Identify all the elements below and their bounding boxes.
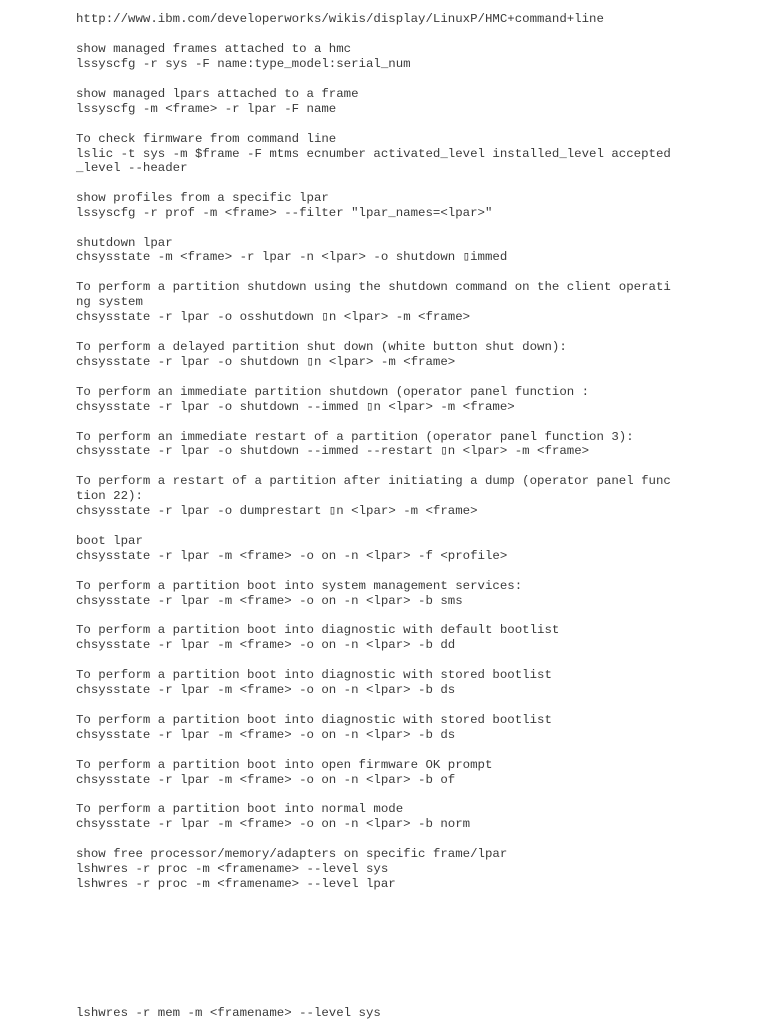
section-title: shutdown lpar (76, 236, 173, 250)
command-line: chsysstate -r lpar -m <frame> -o on -n <lpar> -b norm (76, 817, 471, 831)
section-title: To perform a partition boot into diagnostic with stored bootlist (76, 668, 552, 682)
section-title: To perform a partition boot into system management services: (76, 579, 523, 593)
section-title: show managed lpars attached to a frame (76, 87, 359, 101)
source-url: http://www.ibm.com/developerworks/wikis/display/LinuxP/HMC+command+line (76, 12, 604, 26)
section-title: To perform an immediate restart of a partition (operator panel function 3): (76, 430, 634, 444)
command-line: chsysstate -r lpar -o shutdown --immed --restart ▯n <lpar> -m <frame> (76, 444, 590, 458)
section-title: To perform a partition boot into normal mode (76, 802, 404, 816)
section-title: To perform a partition boot into diagnostic with default bootlist (76, 623, 560, 637)
command-line: chsysstate -r lpar -o dumprestart ▯n <lpar> -m <frame> (76, 504, 478, 518)
command-line: chsysstate -r lpar -m <frame> -o on -n <lpar> -b ds (76, 683, 456, 697)
command-line: lshwres -r proc -m <framename> --level sys (76, 862, 389, 876)
command-line: lssyscfg -m <frame> -r lpar -F name (76, 102, 337, 116)
command-line: chsysstate -r lpar -m <frame> -o on -n <lpar> -b sms (76, 594, 463, 608)
command-line: lssyscfg -r sys -F name:type_model:serial_num (76, 57, 411, 71)
command-line: _level --header (76, 161, 188, 175)
section-title: To perform an immediate partition shutdown (operator panel function : (76, 385, 590, 399)
section-title: To perform a restart of a partition after initiating a dump (operator panel func (76, 474, 671, 488)
command-line: chsysstate -r lpar -o osshutdown ▯n <lpar> -m <frame> (76, 310, 471, 324)
command-line: chsysstate -m <frame> -r lpar -n <lpar> -o shutdown ▯immed (76, 250, 508, 264)
section-title: To check firmware from command line (76, 132, 337, 146)
command-line: chsysstate -r lpar -o shutdown --immed ▯n <lpar> -m <frame> (76, 400, 515, 414)
section-title: boot lpar (76, 534, 143, 548)
section-title: To perform a partition boot into open firmware OK prompt (76, 758, 493, 772)
command-line: chsysstate -r lpar -m <frame> -o on -n <lpar> -b dd (76, 638, 456, 652)
command-line: lssyscfg -r prof -m <frame> --filter "lpar_names=<lpar>" (76, 206, 493, 220)
footer-command-line: lshwres -r mem -m <framename> --level sys (76, 1006, 381, 1020)
section-title: To perform a delayed partition shut down (white button shut down): (76, 340, 567, 354)
section-title-continued: tion 22): (76, 489, 143, 503)
command-line: lshwres -r proc -m <framename> --level lpar (76, 877, 396, 891)
section-title: To perform a partition boot into diagnostic with stored bootlist (76, 713, 552, 727)
section-title: To perform a partition shutdown using the shutdown command on the client operati (76, 280, 671, 294)
section-title: show profiles from a specific lpar (76, 191, 329, 205)
command-line: chsysstate -r lpar -m <frame> -o on -n <lpar> -b ds (76, 728, 456, 742)
section-title: show managed frames attached to a hmc (76, 42, 352, 56)
section-title: show free processor/memory/adapters on specific frame/lpar (76, 847, 508, 861)
command-line: chsysstate -r lpar -o shutdown ▯n <lpar> -m <frame> (76, 355, 456, 369)
command-line: chsysstate -r lpar -m <frame> -o on -n <lpar> -b of (76, 773, 456, 787)
section-title-continued: ng system (76, 295, 143, 309)
command-line: chsysstate -r lpar -m <frame> -o on -n <lpar> -f <profile> (76, 549, 508, 563)
command-line: lslic -t sys -m $frame -F mtms ecnumber activated_level installed_level accepted (76, 147, 671, 161)
